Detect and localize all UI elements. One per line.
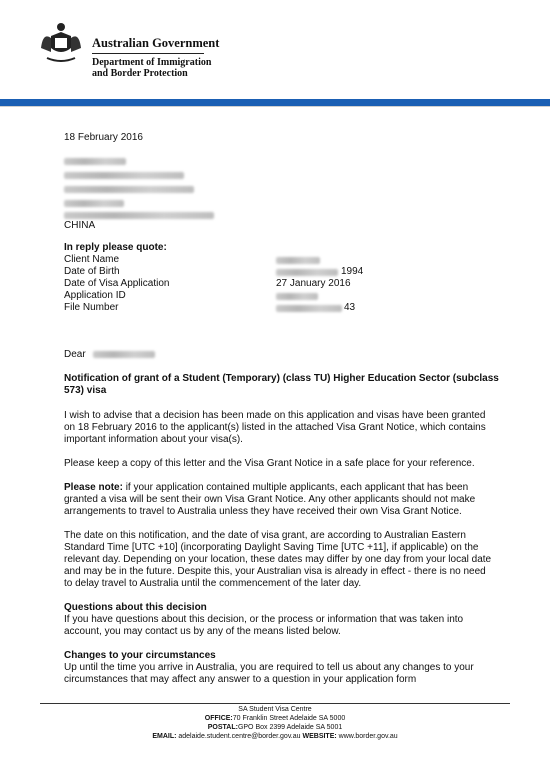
ref-label-client-name: Client Name <box>64 254 120 265</box>
questions-heading: Questions about this decision <box>64 602 207 613</box>
salutation: Dear <box>64 349 86 360</box>
header-rule <box>92 53 204 54</box>
footer-email[interactable]: adelaide.student.centre@border.gov.au <box>176 733 303 740</box>
footer-contact <box>40 732 510 741</box>
reply-heading: In reply please quote: <box>64 242 167 253</box>
letter-subject: Notification of grant of a Student (Temporary) (class TU) Higher Education Sector (subclass 573) visa <box>64 373 499 396</box>
please-note-label: Please note: <box>64 482 123 493</box>
footer-centre: SA Student Visa Centre <box>238 706 312 713</box>
ref-label-application-id: Application ID <box>64 290 126 301</box>
please-note-text: if your application contained multiple applicants, each applicant that has been granted a visa will be sent their own Visa Grant Notice. Any other applicants should not make arrangements to travel to Australia unless they have received their own Visa Grant Notice. <box>64 482 476 517</box>
government-header <box>92 36 219 79</box>
redacted-dob <box>276 269 338 276</box>
government-name: Australian Government <box>92 36 220 50</box>
footer-office-label: OFFICE: <box>204 715 233 722</box>
ref-value-file-number: 43 <box>344 302 356 313</box>
footer-postal <box>40 723 510 732</box>
letter-date: 18 February 2016 <box>64 132 143 143</box>
ref-label-dob: Date of Birth <box>64 266 120 277</box>
ref-value-application-date: 27 January 2016 <box>276 278 351 289</box>
redacted-application-id <box>276 293 318 300</box>
footer-website[interactable]: www.border.gov.au <box>336 733 398 740</box>
changes-text: Up until the time you arrive in Australia, you are required to tell us about any changes to your circumstances that may affect any answer to a question in your application form <box>64 662 474 685</box>
header-blue-bar <box>0 99 550 106</box>
questions-text: If you have questions about this decision, or the process or information that was taken into account, you may contact us by any of the means listed below. <box>64 614 464 637</box>
paragraph-please-note <box>64 482 494 518</box>
paragraph-keep-copy: Please keep a copy of this letter and the Visa Grant Notice in a safe place for your reference. <box>64 458 475 469</box>
footer-postal-address: GPO Box 2399 Adelaide SA 5001 <box>237 724 343 731</box>
department-line-1: Department of Immigration <box>92 57 212 68</box>
footer-rule <box>40 703 510 704</box>
paragraph-date-notice: The date on this notification, and the date of visa grant, are according to Australian Eastern Standard Time [UTC +10] (incorporating Daylight Saving Time [UTC +11], if applicable) on the relevant day. Depending on your location, these dates may differ by one day from your local date and may be in the future. Despite this, your Australian visa is already in effect - there is no need to delay travel to Australia until the commencement of the later day. <box>64 530 492 589</box>
paragraph-decision: I wish to advise that a decision has been made on this application and visas have been granted on 18 February 2016 to the applicant(s) listed in the attached Visa Grant Notice, which contains important information about your visa(s). <box>64 410 486 445</box>
footer-postal-label: POSTAL: <box>207 724 238 731</box>
redacted-recipient-name <box>93 351 155 358</box>
address-country: CHINA <box>64 220 96 231</box>
ref-label-application-date: Date of Visa Application <box>64 278 170 289</box>
footer-email-label: EMAIL: <box>152 733 177 740</box>
footer-office-address: 70 Franklin Street Adelaide SA 5000 <box>232 715 346 722</box>
department-line-2: and Border Protection <box>92 68 188 79</box>
changes-heading: Changes to your circumstances <box>64 650 216 661</box>
header-grey-line <box>0 106 550 107</box>
coat-of-arms-icon <box>37 18 85 66</box>
redacted-file-number <box>276 305 342 312</box>
footer-office <box>40 714 510 723</box>
footer-website-label: WEBSITE: <box>302 733 337 740</box>
redacted-client-name <box>276 257 320 264</box>
ref-value-dob: 1994 <box>341 266 364 277</box>
ref-label-file-number: File Number <box>64 302 119 313</box>
